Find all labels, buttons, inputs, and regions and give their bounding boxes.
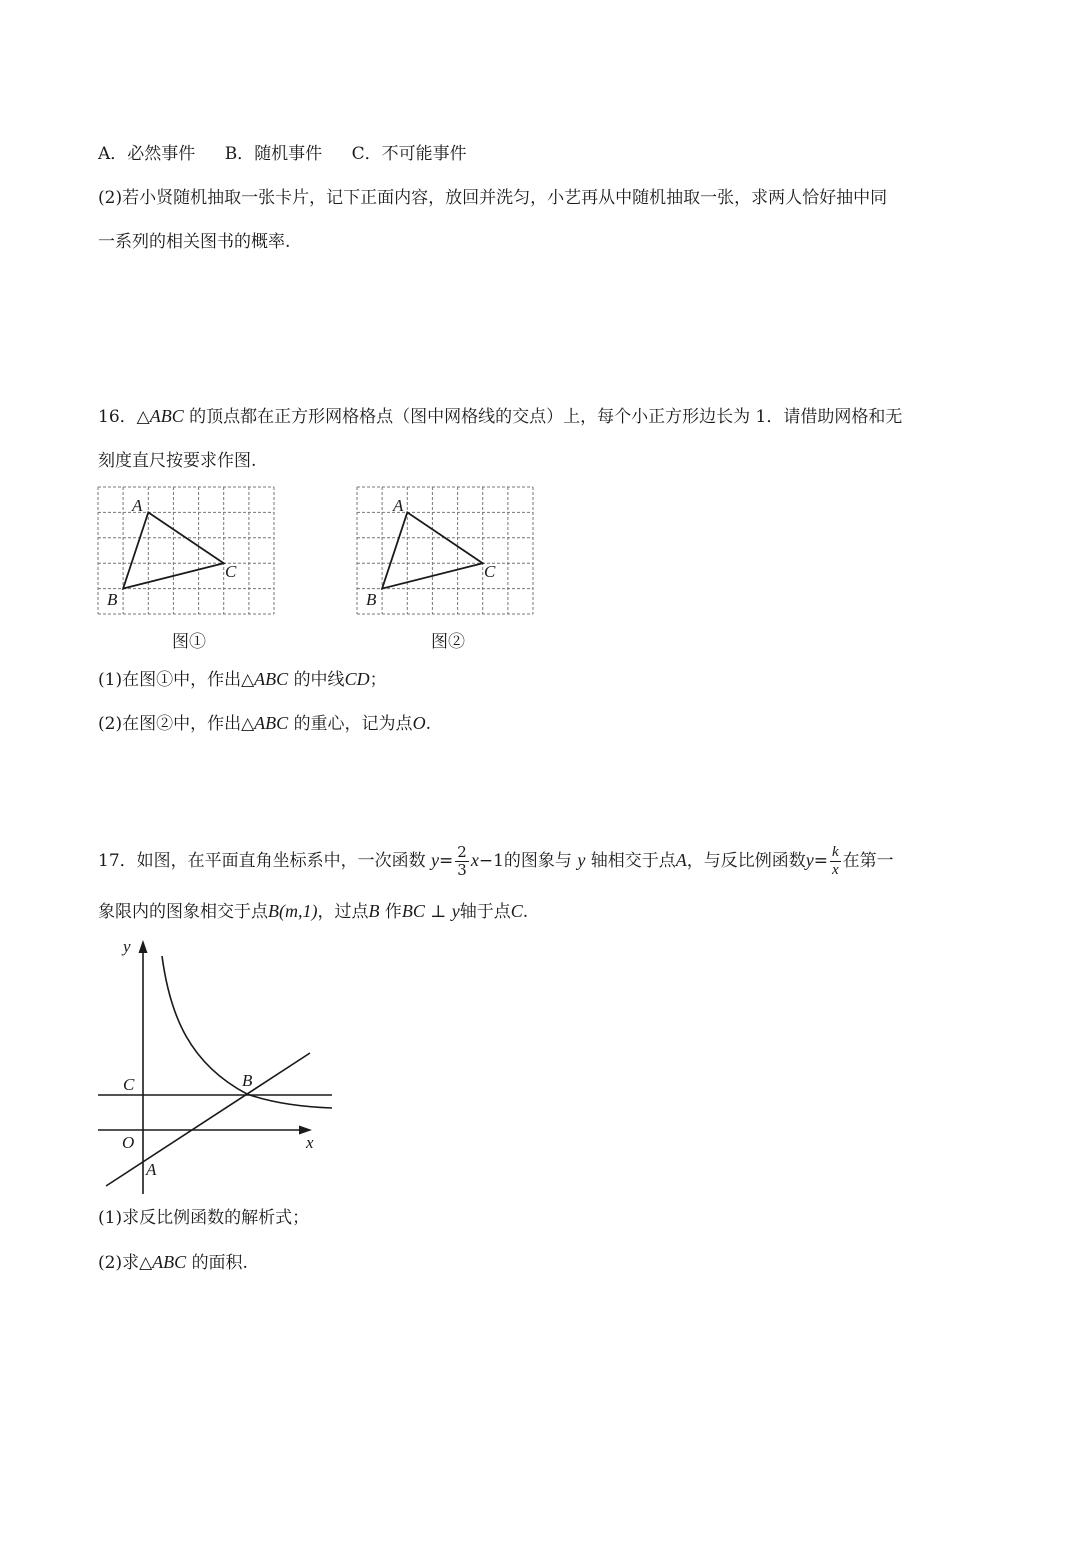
y-axis-arrow [139,940,148,953]
label-b: B [107,590,118,609]
q17-pt-b-coord: B(m,1) [268,901,318,921]
q17-text-d: ，与反比例函数 [686,851,806,871]
q17-pt-b: B [368,901,380,921]
q17-inv-num: k [831,844,839,860]
q15-part2-line2: 一系列的相关图书的概率. [98,232,291,252]
option-b-text: 随机事件 [254,144,323,164]
graph-label-b: B [242,1071,253,1090]
q17-lin-x: x [470,850,479,870]
q16-part1 [98,667,387,692]
q17-line2-c: 作 [384,902,402,922]
q17-inv-y: y [805,850,814,870]
q16-part1-seg: CD [344,669,370,689]
q17-line1 [98,838,894,883]
label-a: A [132,496,143,515]
q17-text-c: 轴相交于点 [590,851,676,871]
option-b-label: B． [224,144,255,164]
figure-2-caption: 图② [431,632,465,652]
q17-inv-fraction [830,844,841,879]
q17-number: 17． [98,851,137,871]
q17-line2-d: 轴于点 [459,902,511,922]
q17-lin-den: 3 [457,861,467,879]
q17-lin-num: 2 [457,843,467,861]
q17-eq2: = [813,851,828,871]
q17-pt-a: A [675,850,687,870]
q16-part1-end: ； [369,670,387,690]
q17-seg-bc: BC [401,901,425,921]
q17-part2 [98,1250,248,1275]
q16-part2-pt: O [412,713,426,733]
q17-line2-b: ，过点 [317,902,369,922]
q17-line2 [98,899,528,924]
q16-part2-end: . [425,714,431,734]
q17-text-a: 如图，在平面直角坐标系中，一次函数 [136,851,426,871]
label-b: B [366,590,377,609]
q17-line2-e: . [522,902,529,922]
q16-part2-mid: 的重心，记为点 [293,714,413,734]
q16-line1-rest: 的顶点都在正方形网格格点（图中网格线的交点）上，每个小正方形边长为 1．请借助网格和无 [189,407,903,427]
graph-label-a: A [146,1160,157,1179]
q17-coordinate-graph [90,936,340,1200]
q17-perp: ⊥ [430,902,447,922]
q17-axis-y: y [577,850,586,870]
q16-part2 [98,711,431,736]
graph-label-o: O [122,1133,135,1152]
q16-part2-prefix: (2)在图②中，作出△ [98,714,255,734]
q16-line2: 刻度直尺按要求作图. [98,451,257,471]
figure-1-caption: 图① [172,632,206,652]
q17-inv-den: x [831,862,839,878]
q17-part1: (1)求反比例函数的解析式； [98,1208,310,1228]
q17-eq: = [439,851,454,871]
q17-pt-c: C [510,901,523,921]
q16-tri-name: ABC [149,406,184,426]
figure-2-grid [357,487,537,617]
graph-label-x: x [306,1133,314,1152]
option-c-text: 不可能事件 [381,144,467,164]
q15-part2-line1: (2)若小贤随机抽取一张卡片，记下正面内容，放回并洗匀，小艺再从中随机抽取一张，求两人恰好抽中同 [98,188,888,208]
q17-lin-y: y [431,850,440,870]
q16-number: 16． [98,407,137,427]
q17-part2-tri: ABC [152,1252,187,1272]
q16-part1-prefix: (1)在图①中，作出△ [98,670,255,690]
option-a-text: 必然事件 [127,144,196,164]
q17-line2-a: 象限内的图象相交于点 [98,902,268,922]
option-a-label: A． [98,144,128,164]
label-c: C [484,562,496,581]
q17-axis-y2: y [451,901,460,921]
q17-lin-fraction [455,844,469,879]
q17-part2-end: 的面积. [191,1253,248,1273]
q16-part1-tri: ABC [254,669,289,689]
q17-text-e: 在第一 [842,851,894,871]
linear-function-line [106,1053,310,1186]
q15-options [98,142,467,166]
figure-1-grid [98,487,278,617]
graph-label-c: C [123,1075,135,1094]
q16-part1-mid: 的中线 [293,670,345,690]
q17-lin-rest: −1 [478,851,504,871]
label-a: A [393,496,404,515]
q16-tri-symbol: △ [136,407,150,427]
q16-part2-tri: ABC [254,713,289,733]
label-c: C [225,562,237,581]
option-c-label: C． [351,144,382,164]
q17-text-b: 的图象与 [503,851,572,871]
graph-label-y: y [123,937,131,956]
q17-part2-prefix: (2)求△ [98,1253,153,1273]
q16-line1 [98,404,902,429]
